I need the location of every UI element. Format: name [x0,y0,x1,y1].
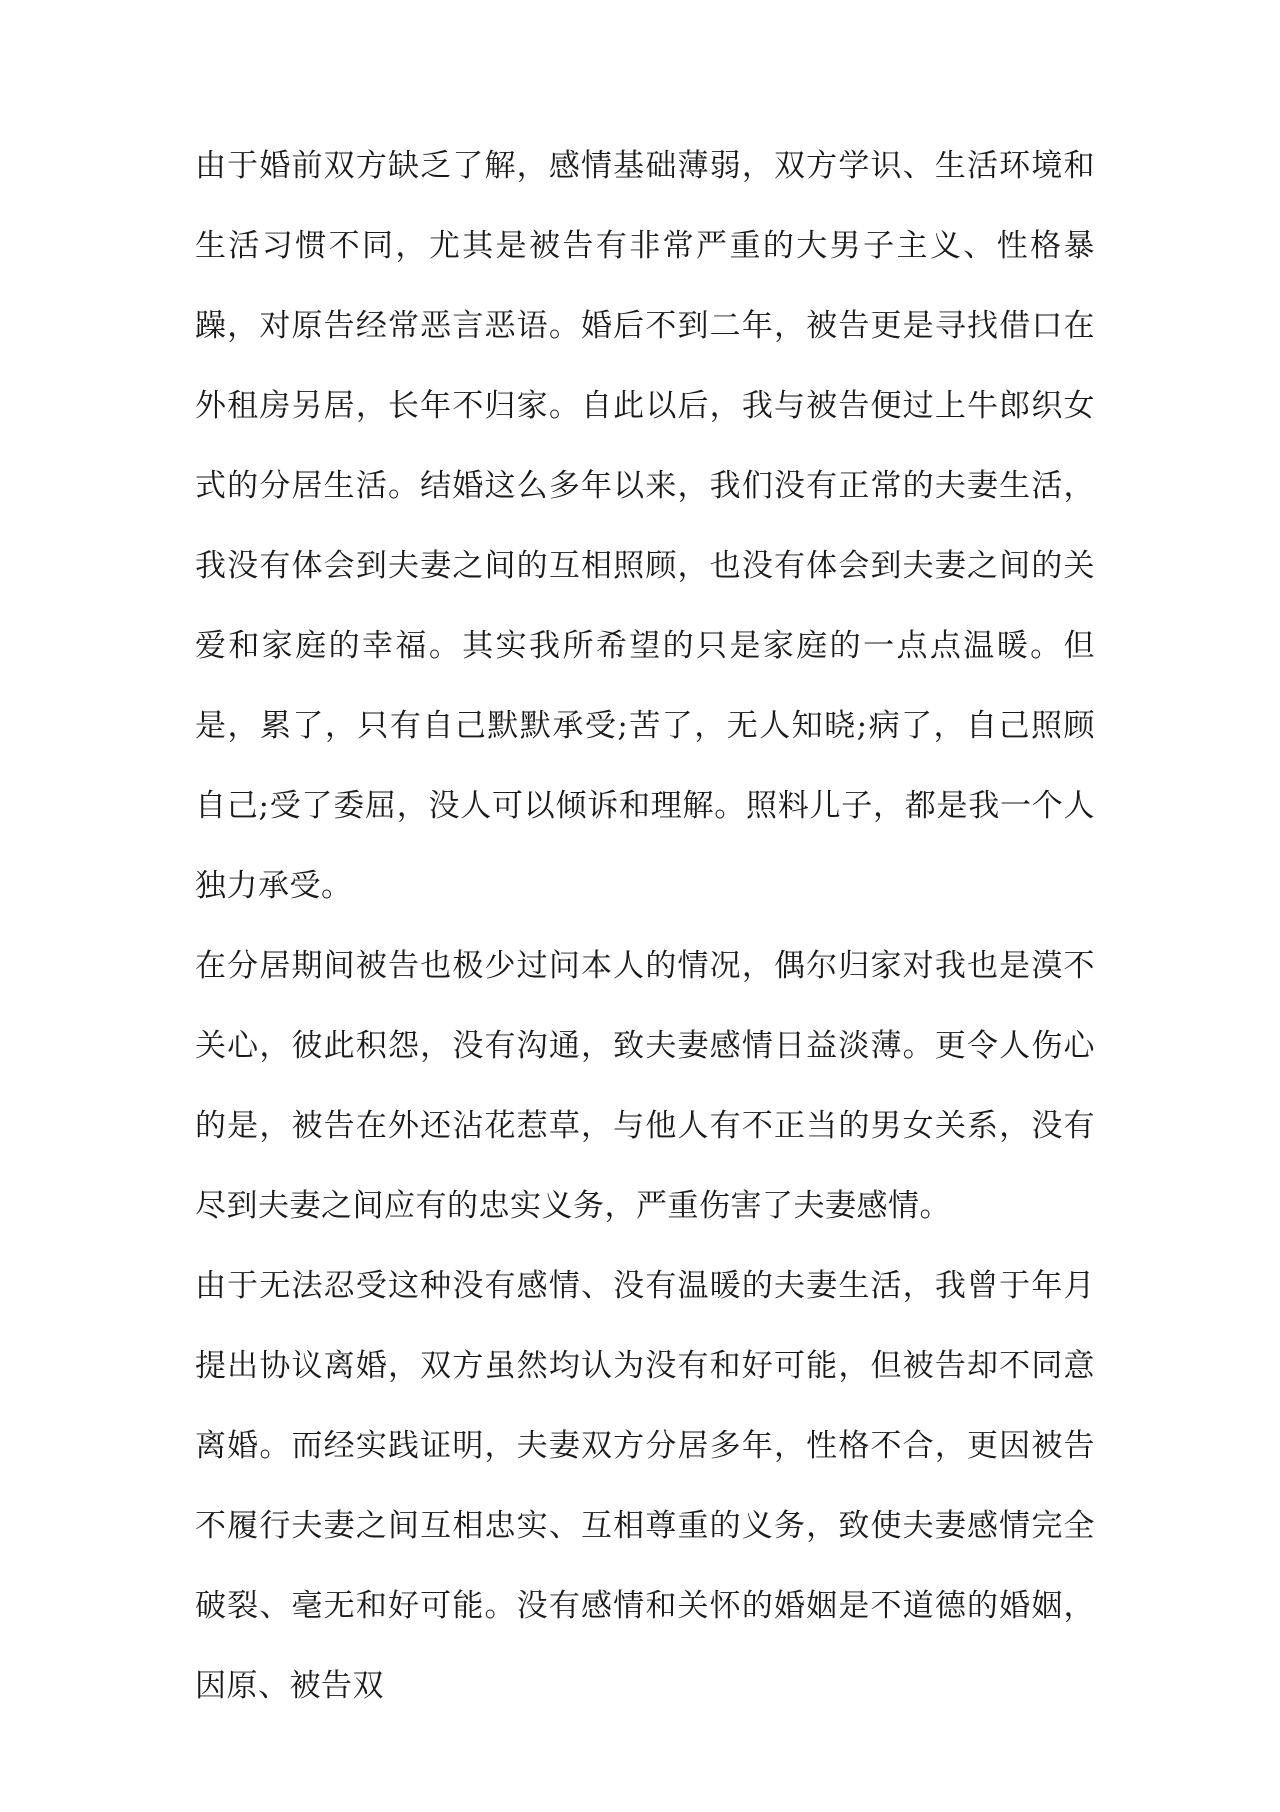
paragraph-3: 由于无法忍受这种没有感情、没有温暖的夫妻生活，我曾于年月提出协议离婚，双方虽然均认为没有和好可能，但被告却不同意离婚。而经实践证明，夫妻双方分居多年，性格不合，更因被告不履行夫妻之间互相忠实、互相尊重的义务，致使夫妻感情完全破裂、毫无和好可能。没有感情和关怀的婚姻是不道德的婚姻，因原、被告双 [195,1268,1095,1704]
document-body [195,126,1095,1726]
paragraph-1: 由于婚前双方缺乏了解，感情基础薄弱，双方学识、生活环境和生活习惯不同，尤其是被告有非常严重的大男子主义、性格暴躁，对原告经常恶言恶语。婚后不到二年，被告更是寻找借口在外租房另居，长年不归家。自此以后，我与被告便过上牛郎织女式的分居生活。结婚这么多年以来，我们没有正常的夫妻生活，我没有体会到夫妻之间的互相照顾，也没有体会到夫妻之间的关爱和家庭的幸福。其实我所希望的只是家庭的一点点温暖。但是，累了，只有自己默默承受;苦了，无人知晓;病了，自己照顾自己;受了委屈，没人可以倾诉和理解。照料儿子，都是我一个人独力承受。 [195,148,1095,904]
paragraph-2: 在分居期间被告也极少过问本人的情况，偶尔归家对我也是漠不关心，彼此积怨，没有沟通，致夫妻感情日益淡薄。更令人伤心的是，被告在外还沾花惹草，与他人有不正当的男女关系，没有尽到夫妻之间应有的忠实义务，严重伤害了夫妻感情。 [195,948,1095,1224]
